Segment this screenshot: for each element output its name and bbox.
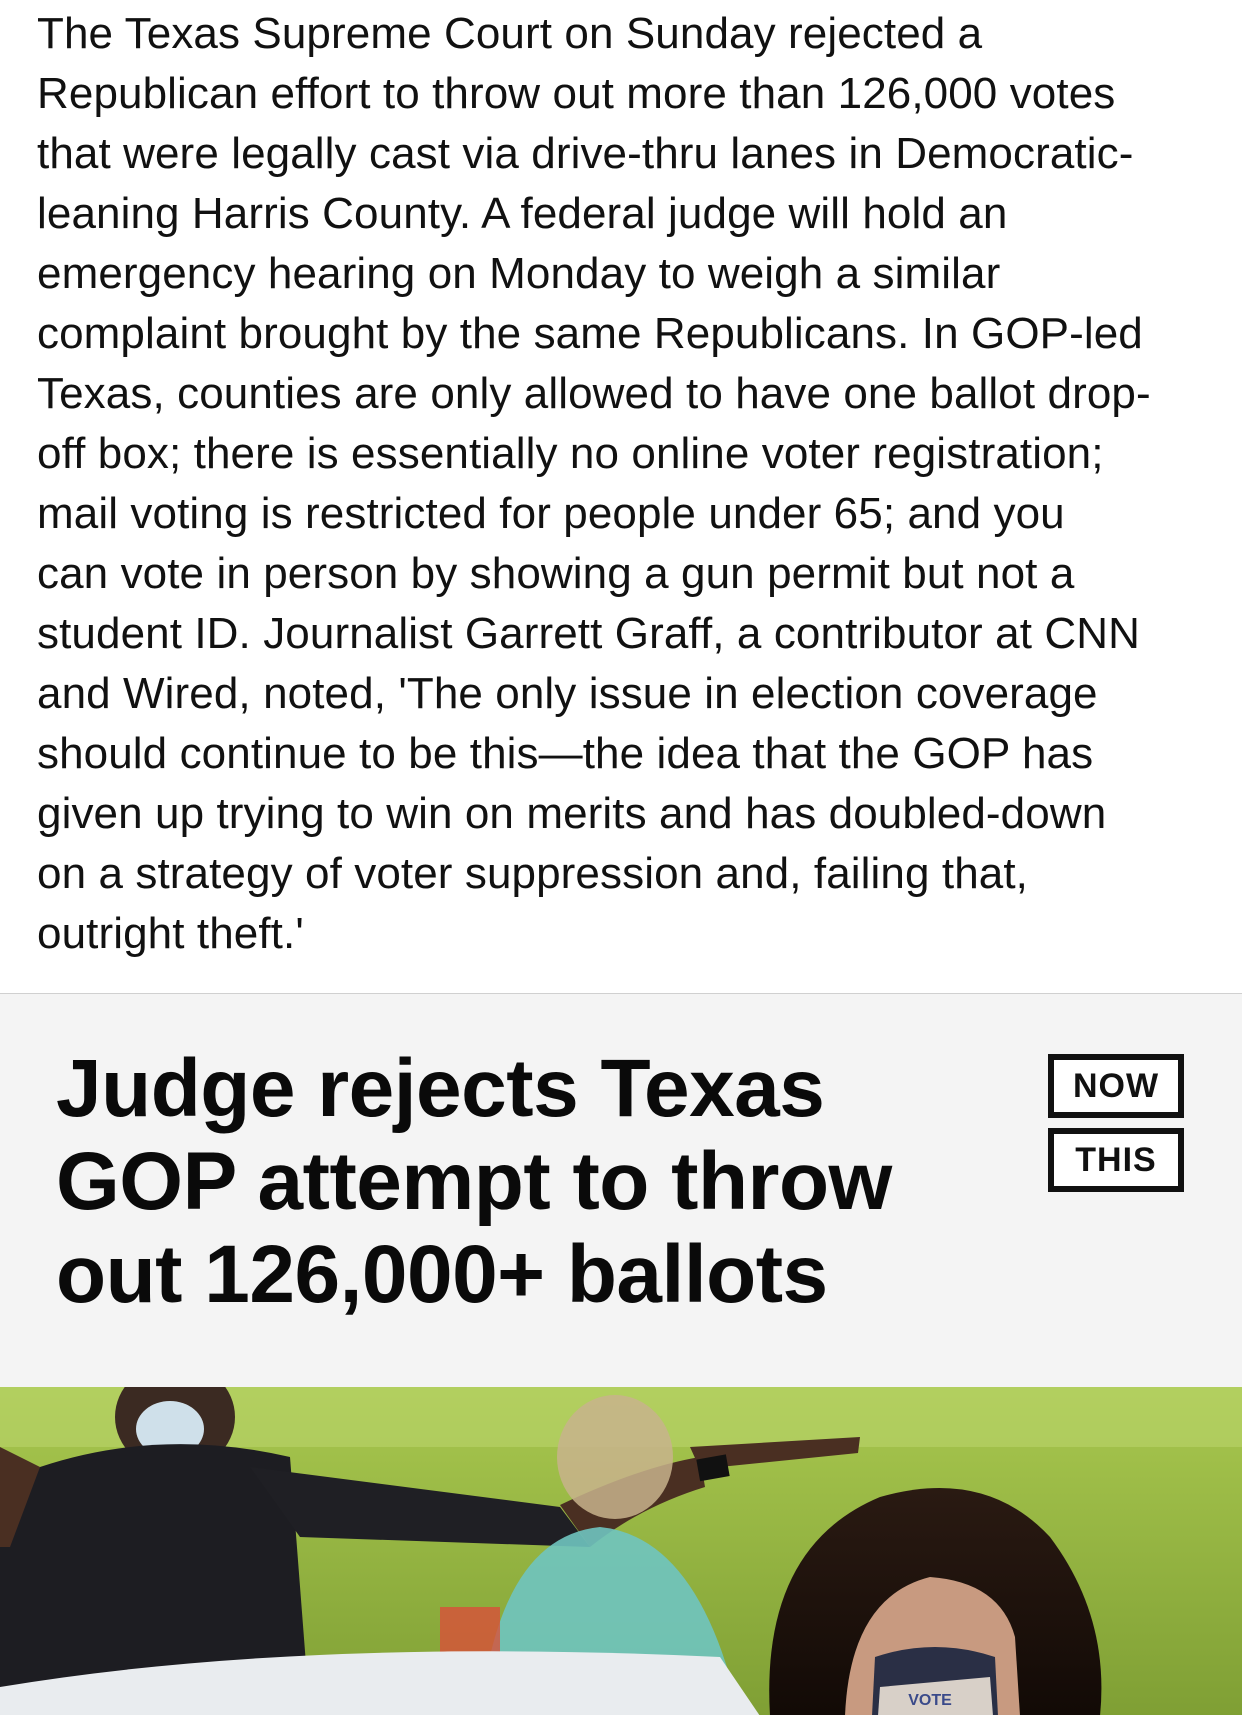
photo-illustration	[0, 1387, 1242, 1715]
post-text-line: off box; there is essentially no online voter registration;	[37, 429, 1104, 478]
post-body-text	[37, 4, 1222, 964]
headline-line: GOP attempt to throw	[56, 1136, 892, 1227]
post-text-line: should continue to be this—the idea that the GOP has	[37, 729, 1094, 778]
post-text-line: complaint brought by the same Republicans. In GOP-led	[37, 309, 1143, 358]
post-text-line: on a strategy of voter suppression and, failing that,	[37, 849, 1029, 898]
card-headline[interactable]	[56, 1042, 892, 1321]
post-text-line: The Texas Supreme Court on Sunday rejected a	[37, 9, 983, 58]
post-text-line: student ID. Journalist Garrett Graff, a contributor at CNN	[37, 609, 1140, 658]
post-text-line: given up trying to win on merits and has doubled-down	[37, 789, 1107, 838]
logo-now: NOW	[1048, 1054, 1184, 1118]
post-text-line: leaning Harris County. A federal judge will hold an	[37, 189, 1008, 238]
headline-line: out 126,000+ ballots	[56, 1229, 828, 1320]
link-preview-card[interactable]	[0, 993, 1242, 1715]
headline-line: Judge rejects Texas	[56, 1043, 825, 1134]
mask-text: VOTE	[908, 1692, 952, 1709]
article-photo[interactable]	[0, 1387, 1242, 1715]
post-text-line: outright theft.'	[37, 909, 304, 958]
post-text-line: Texas, counties are only allowed to have one ballot drop-	[37, 369, 1151, 418]
post-text-line: and Wired, noted, 'The only issue in election coverage	[37, 669, 1098, 718]
post-text-line: mail voting is restricted for people under 65; and you	[37, 489, 1065, 538]
logo-this: THIS	[1048, 1128, 1184, 1192]
post-text-line: Republican effort to throw out more than 126,000 votes	[37, 69, 1116, 118]
post-text-line: emergency hearing on Monday to weigh a similar	[37, 249, 1001, 298]
nowthis-logo	[1048, 1054, 1184, 1198]
post-text-line: that were legally cast via drive-thru lanes in Democratic-	[37, 129, 1134, 178]
card-headline-area[interactable]	[0, 994, 1242, 1387]
post-text-line: can vote in person by showing a gun permit but not a	[37, 549, 1075, 598]
